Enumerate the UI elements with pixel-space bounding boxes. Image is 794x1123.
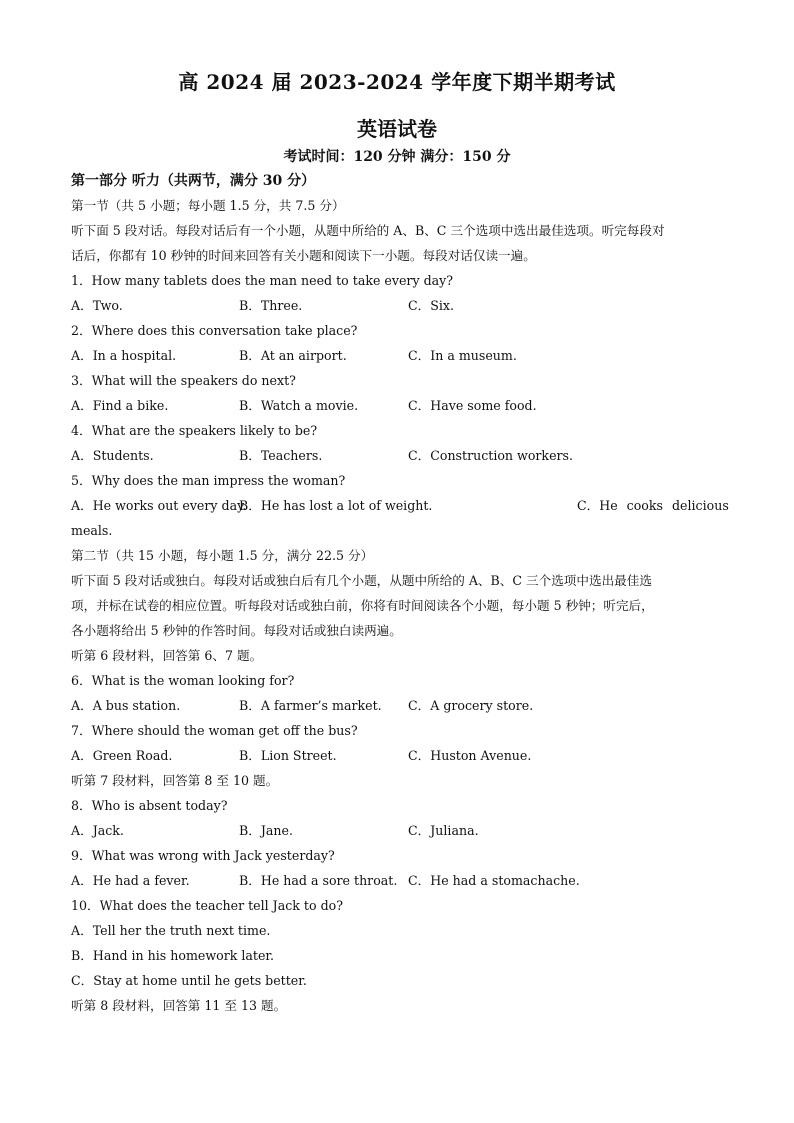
part1-heading: 第一部分 听力（共两节，满分 30 分） <box>71 173 316 189</box>
question-stem: 10．What does the teacher tell Jack to do? <box>71 898 343 913</box>
option-a: A．Tell her the truth next time. <box>71 923 271 938</box>
option-c: C．Have some food. <box>408 398 537 413</box>
option-c: C．In a museum. <box>408 348 517 363</box>
option-c: C．He cooks delicious <box>577 498 729 513</box>
section2-heading: 第二节（共 15 小题，每小题 1.5 分，满分 22.5 分） <box>71 548 374 563</box>
option-b: B．He has lost a lot of weight. <box>239 498 433 513</box>
option-b: B．Watch a movie. <box>239 398 359 413</box>
material-8-heading: 听第 8 段材料，回答第 11 至 13 题。 <box>71 998 287 1013</box>
option-c: C．Huston Avenue. <box>408 748 532 763</box>
option-c: C．Stay at home until he gets better. <box>71 973 307 988</box>
question-stem: 4．What are the speakers likely to be? <box>71 423 318 438</box>
option-a: A．Two. <box>71 298 123 313</box>
question-stem: 7．Where should the woman get off the bus? <box>71 723 358 738</box>
option-a: A．A bus station. <box>71 698 181 713</box>
question-stem: 5．Why does the man impress the woman? <box>71 473 346 488</box>
option-b: B．Jane. <box>239 823 293 838</box>
option-a: A．He had a fever. <box>71 873 190 888</box>
question-stem: 8．Who is absent today? <box>71 798 228 813</box>
section1-heading: 第一节（共 5 小题；每小题 1.5 分，共 7.5 分） <box>71 198 345 213</box>
option-b: B．Teachers. <box>239 448 323 463</box>
exam-info: 考试时间：120 分钟 满分：150 分 <box>283 149 511 165</box>
question-stem: 9．What was wrong with Jack yesterday? <box>71 848 335 863</box>
option-a: A．Find a bike. <box>71 398 169 413</box>
option-a: A．Green Road. <box>71 748 173 763</box>
option-c: C．Six. <box>408 298 454 313</box>
option-a: A．In a hospital. <box>71 348 177 363</box>
question-stem: 2．Where does this conversation take place? <box>71 323 358 338</box>
option-b: B．Three. <box>239 298 303 313</box>
option-a: A．Jack. <box>71 823 124 838</box>
option-c-continued: meals. <box>71 523 113 538</box>
question-stem: 1．How many tablets does the man need to take every day? <box>71 273 454 288</box>
question-stem: 3．What will the speakers do next? <box>71 373 296 388</box>
option-b: B．At an airport. <box>239 348 347 363</box>
section1-instructions-line2: 话后，你都有 10 秒钟的时间来回答有关小题和阅读下一小题。每段对话仅读一遍。 <box>71 248 536 263</box>
option-b: B．Hand in his homework later. <box>71 948 275 963</box>
section2-instructions-line3: 各小题将给出 5 秒钟的作答时间。每段对话或独白读两遍。 <box>71 623 402 638</box>
option-b: B．Lion Street. <box>239 748 337 763</box>
section2-instructions-line1: 听下面 5 段对话或独白。每段对话或独白后有几个小题，从题中所给的 A、B、C 三个选项中选出最佳选 <box>71 573 652 588</box>
exam-title: 高 2024 届 2023-2024 学年度下期半期考试 <box>178 70 616 94</box>
option-b: B．He had a sore throat. <box>239 873 398 888</box>
subject-title: 英语试卷 <box>357 117 437 141</box>
material-6-heading: 听第 6 段材料，回答第 6、7 题。 <box>71 648 263 663</box>
option-b: B．A farmer’s market. <box>239 698 382 713</box>
option-c: C．He had a stomachache. <box>408 873 580 888</box>
option-c: C．Juliana. <box>408 823 479 838</box>
material-7-heading: 听第 7 段材料，回答第 8 至 10 题。 <box>71 773 279 788</box>
option-c: C．A grocery store. <box>408 698 534 713</box>
section2-instructions-line2: 项，并标在试卷的相应位置。听每段对话或独白前，你将有时间阅读各个小题，每小题 5 秒钟；听完后， <box>71 598 654 613</box>
option-c: C．Construction workers. <box>408 448 574 463</box>
option-a: A．He works out every day. <box>71 498 247 513</box>
option-a: A．Students. <box>71 448 154 463</box>
question-stem: 6．What is the woman looking for? <box>71 673 295 688</box>
section1-instructions-line1: 听下面 5 段对话。每段对话后有一个小题，从题中所给的 A、B、C 三个选项中选出最佳选项。听完每段对 <box>71 223 665 238</box>
